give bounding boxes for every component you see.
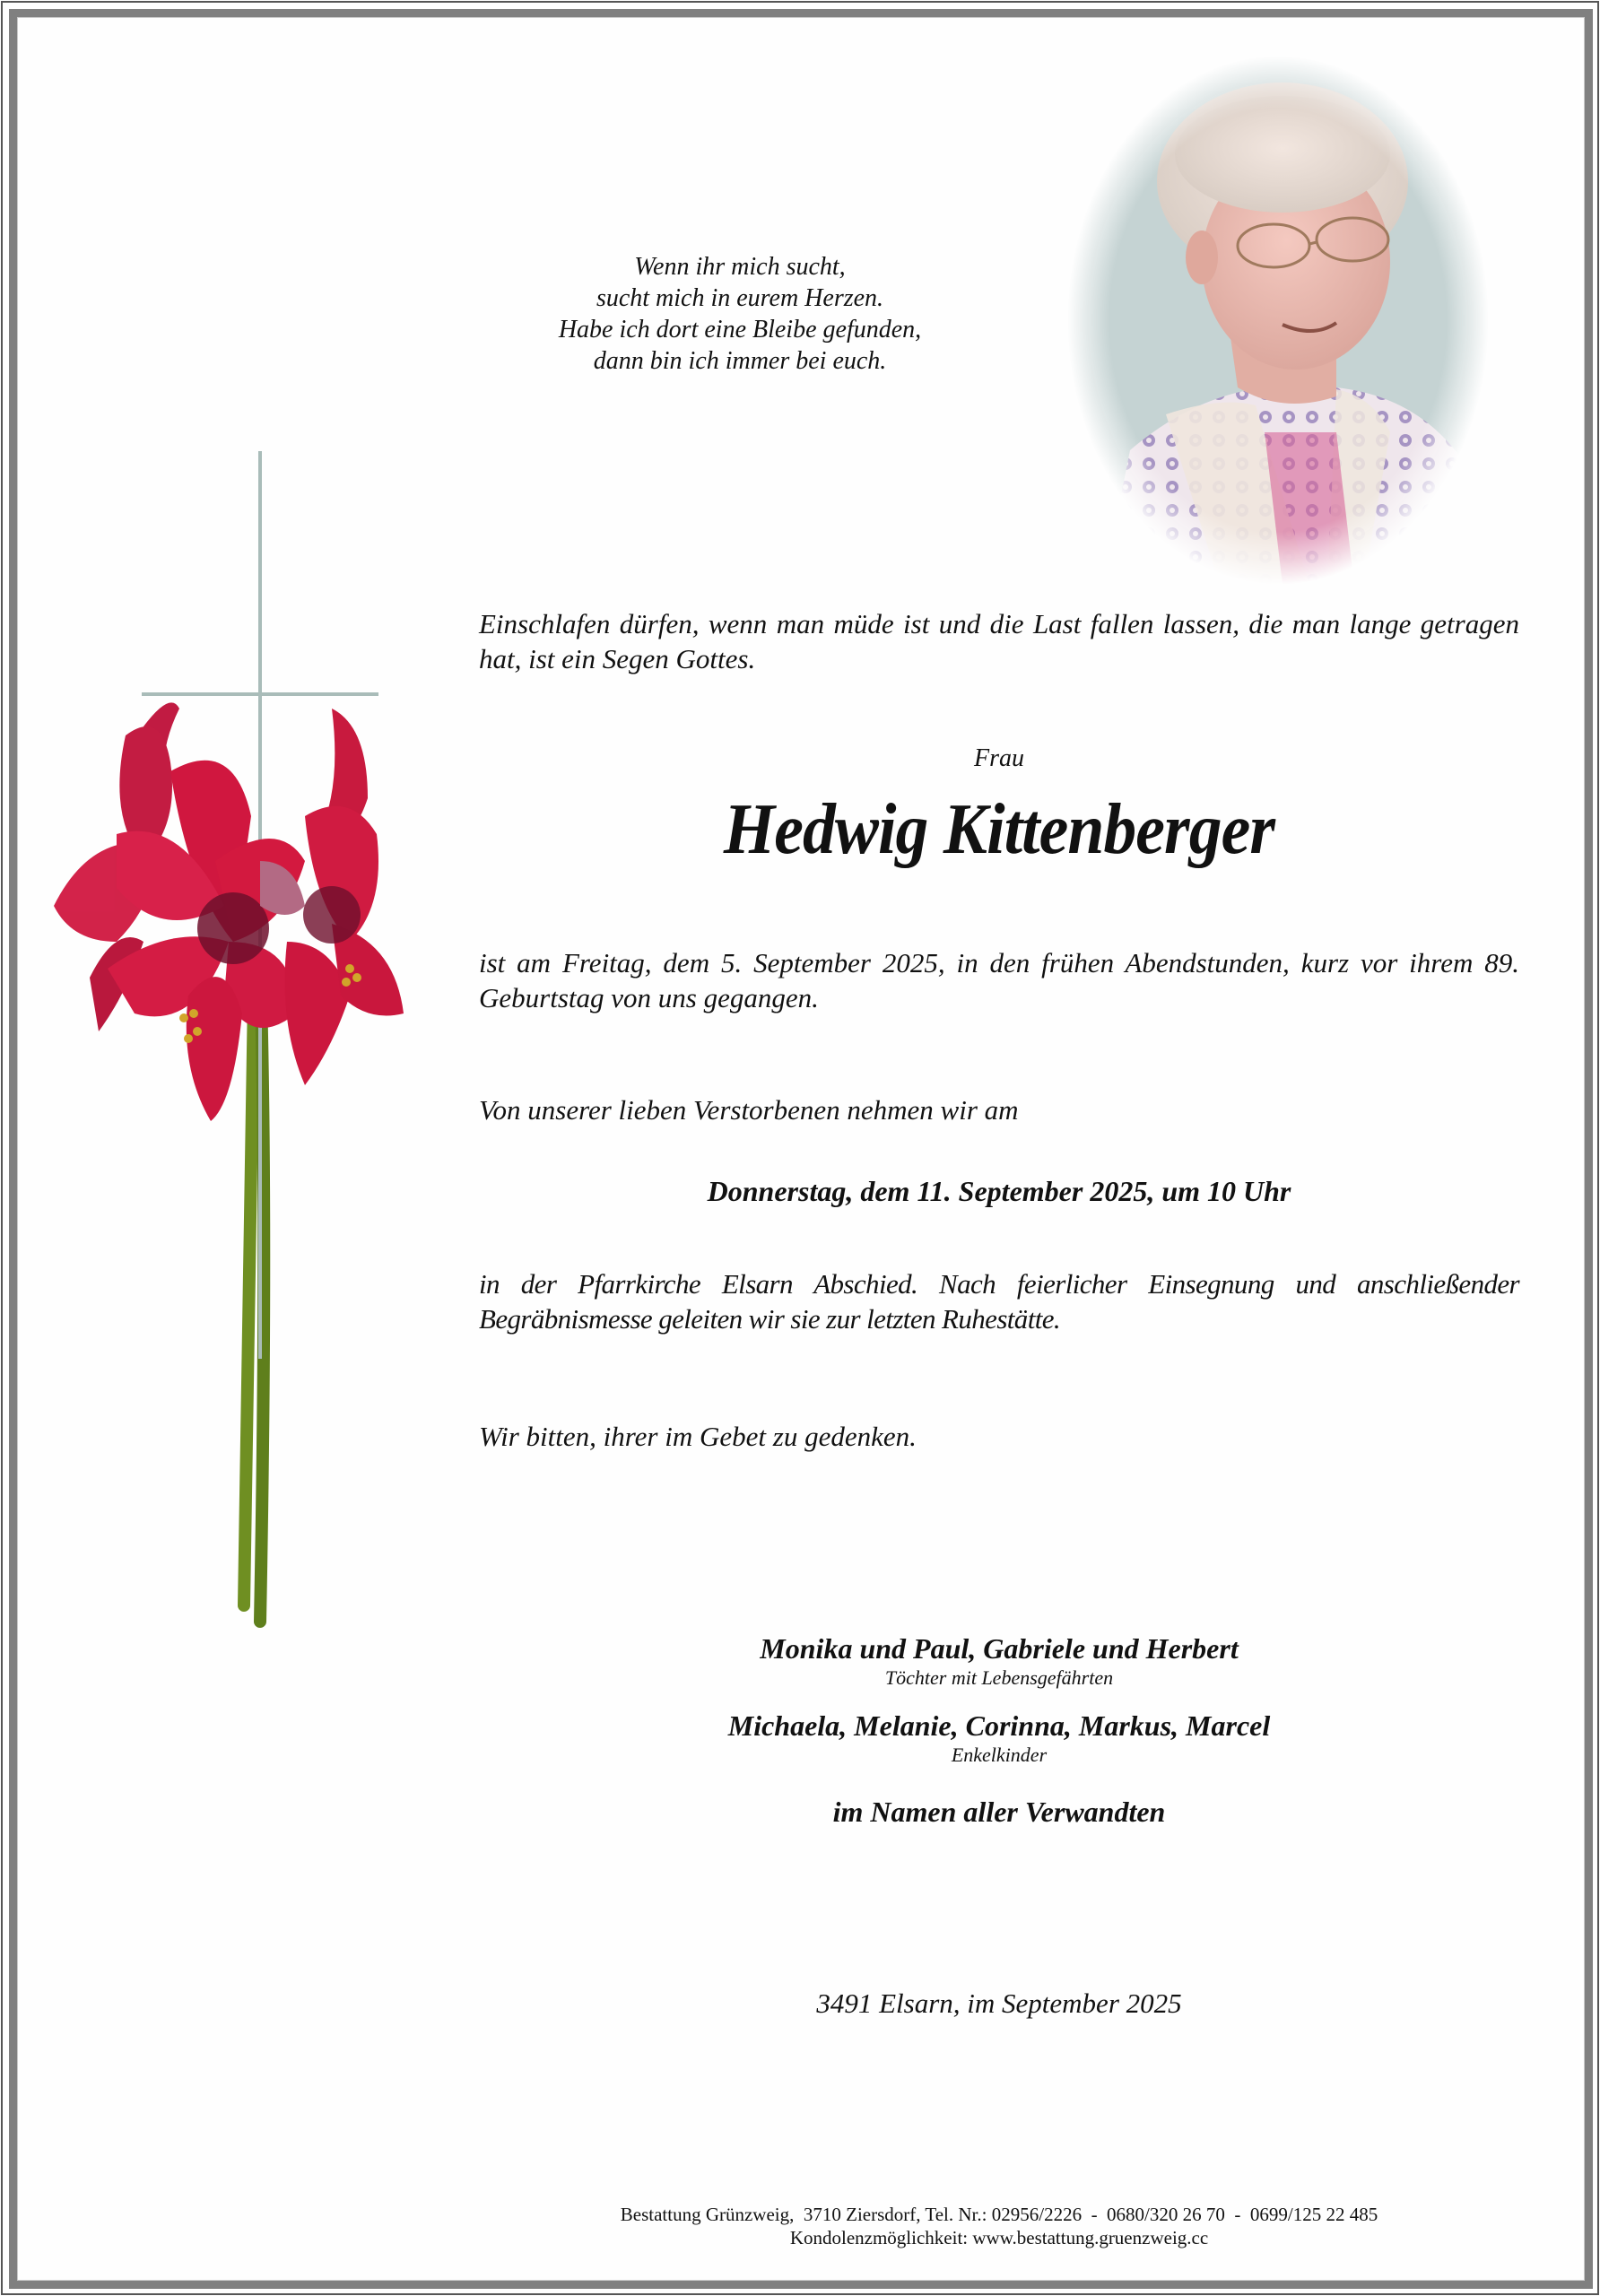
footer-condolence-link[interactable]: Kondolenzmöglichkeit: www.bestattung.gruenzweig.cc (789, 2227, 1209, 2248)
stem (244, 996, 254, 1605)
mourners-list (479, 1631, 1519, 1830)
farewell-intro: Von unserer lieben Verstorbenen nehmen wir am (479, 1094, 1019, 1126)
poem (502, 251, 978, 377)
salutation: Frau (974, 744, 1024, 772)
mourner-relation: Enkelkinder (951, 1744, 1048, 1766)
mourner-relation: Töchter mit Lebensgefährten (884, 1666, 1114, 1689)
prayer-request: Wir bitten, ihrer im Gebet zu gedenken. (479, 1421, 917, 1452)
funeral-home-footer (479, 2203, 1519, 2249)
flower-right (260, 709, 404, 1085)
mourner-names: Michaela, Melanie, Corinna, Markus, Marcel (727, 1709, 1271, 1742)
footer-contact: Bestattung Grünzweig, 3710 Ziersdorf, Tel. Nr.: 02956/2226 - 0680/320 26 70 - 0699/125 22 485 (620, 2204, 1378, 2225)
mourners-closing: im Namen aller Verwandten (832, 1796, 1166, 1828)
service-details: in der Pfarrkirche Elsarn Abschied. Nach feierlicher Einsegnung und anschließender Begräbnismesse geleiten wir sie zur letzten Ruhestätte. (479, 1268, 1519, 1335)
service-datetime: Donnerstag, dem 11. September 2025, um 10 Uhr (707, 1175, 1291, 1207)
portrait-image (1067, 56, 1489, 585)
death-notice: ist am Freitag, dem 5. September 2025, in den frühen Abendstunden, kurz vor ihrem 89. Geburtstag von uns gegangen. (479, 947, 1519, 1013)
cross-icon (36, 439, 448, 1641)
deceased-name: Hedwig Kittenberger (723, 790, 1275, 869)
poem-line: sucht mich in eurem Herzen. (596, 284, 884, 312)
poem-line: Wenn ihr mich sucht, (634, 253, 846, 281)
intro-text: Einschlafen dürfen, wenn man müde ist und die Last fallen lassen, die man lange getragen hat, ist ein Segen Gottes. (479, 608, 1519, 674)
cross-with-flowers (36, 439, 448, 1641)
portrait-photo (1067, 56, 1489, 585)
cross-horizontal (142, 692, 378, 696)
poem-line: dann bin ich immer bei euch. (593, 347, 887, 375)
place-date: 3491 Elsarn, im September 2025 (816, 1987, 1182, 2019)
poem-line: Habe ich dort eine Bleibe gefunden, (558, 316, 922, 344)
mourner-names: Monika und Paul, Gabriele und Herbert (760, 1632, 1239, 1665)
